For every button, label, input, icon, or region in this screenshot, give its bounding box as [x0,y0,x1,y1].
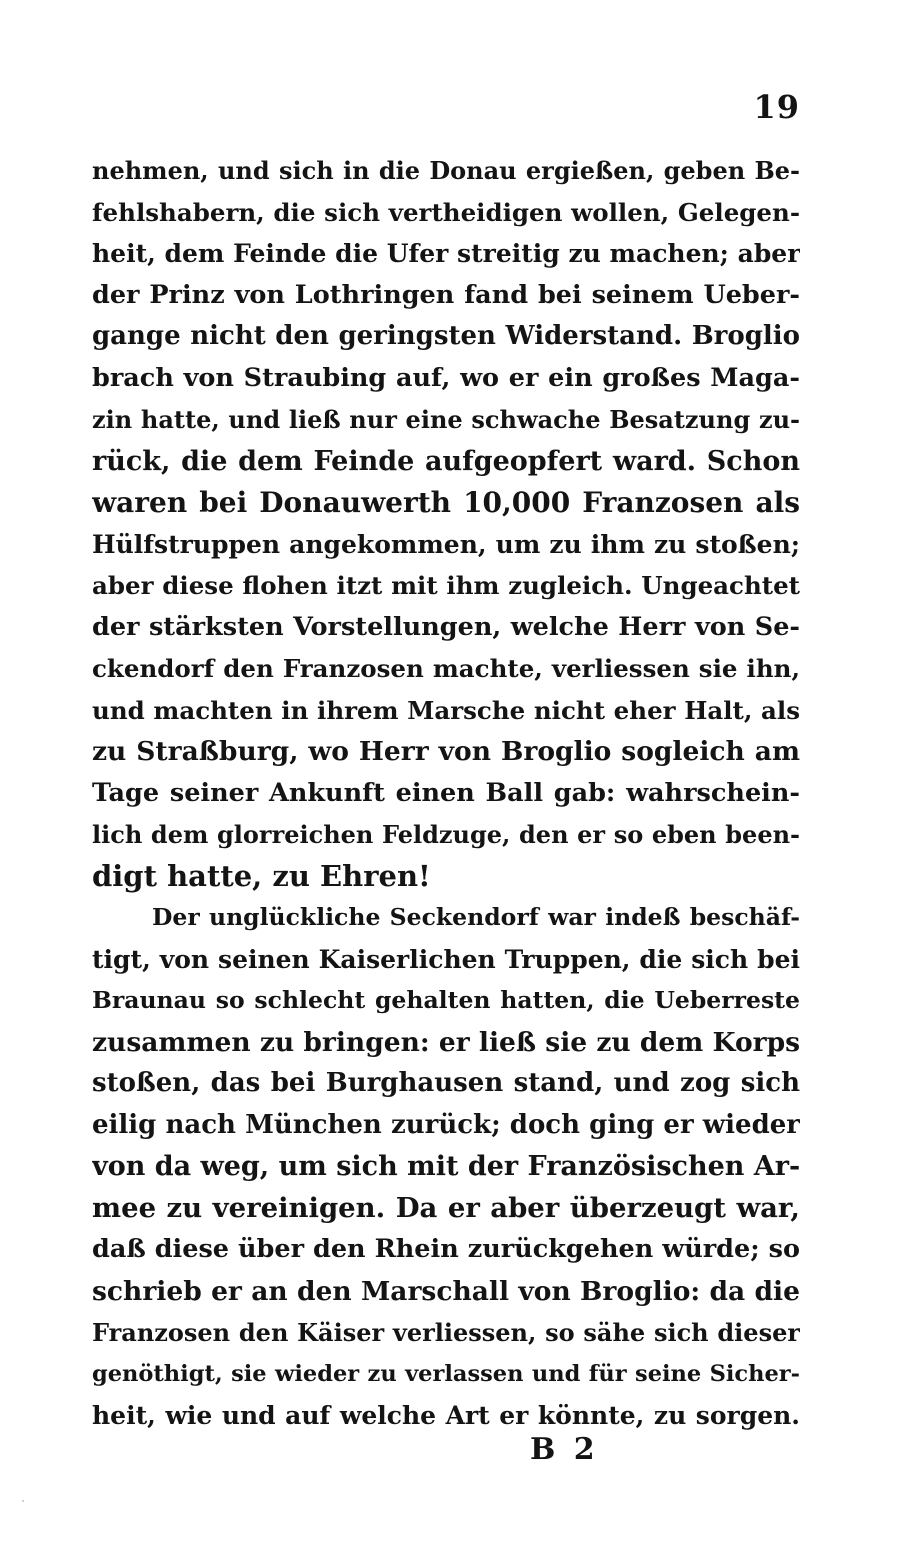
text-line: genöthigt, sie wieder zu verlassen und für seine Sicher- [92,1360,800,1387]
signature-mark: B 2 [530,1432,599,1467]
paper-speck [22,1500,24,1502]
text-line: heit, wie und auf welche Art er könnte, zu sorgen. [92,1401,800,1430]
text-line: der stärksten Vorstellungen, welche Herr von Se- [92,611,800,642]
text-line: mee zu vereinigen. Da er aber überzeugt war, [92,1191,800,1224]
text-line: heit, dem Feinde die Ufer streitig zu machen; aber [92,239,800,268]
text-line: Hülfstruppen angekommen, um zu ihm zu stoßen; [92,529,800,559]
text-line: schrieb er an den Marschall von Broglio: da die [92,1275,800,1307]
text-line: nehmen, und sich in die Donau ergießen, geben Be- [92,156,800,185]
text-line: Braunau so schlecht gehalten hatten, die Ueberreste [92,986,800,1014]
text-line: zusammen zu bringen: er ließ sie zu dem Korps [92,1026,800,1058]
text-line: zin hatte, und ließ nur eine schwache Besatzung zu- [92,405,800,434]
text-line: zu Straßburg, wo Herr von Broglio sogleich am [92,736,800,767]
text-line: Tage seiner Ankunft einen Ball gab: wahrschein- [92,777,800,808]
text-line: Der unglückliche Seckendorf war indeß beschäf- [152,903,800,931]
text-line: und machten in ihrem Marsche nicht eher Halt, als [92,695,800,725]
text-line: daß diese über den Rhein zurückgehen würde; so [92,1234,800,1264]
text-line: der Prinz von Lothringen fand bei seinem Ueber- [92,279,800,310]
text-line: aber diese flohen itzt mit ihm zugleich. Ungeachtet [92,571,800,600]
text-line: eilig nach München zurück; doch ging er wieder [92,1109,800,1140]
text-line: gange nicht den geringsten Widerstand. Broglio [92,321,800,351]
text-line: lich dem glorreichen Feldzuge, den er so eben been- [92,820,800,849]
text-line: Franzosen den Käiser verliessen, so sähe sich dieser [92,1318,800,1347]
text-line: waren bei Donauwerth 10,000 Franzosen als [92,486,800,519]
paragraph-2 [92,897,800,1437]
paragraph-1 [92,150,800,897]
text-line: brach von Straubing auf, wo er ein großes Maga- [92,362,800,393]
text-line: tigt, von seinen Kaiserlichen Truppen, die sich bei [92,944,800,974]
text-line: von da weg, um sich mit der Französischen Ar- [92,1151,800,1182]
text-line: fehlshabern, die sich vertheidigen wollen, Gelegen- [92,197,800,227]
text-line: stoßen, das bei Burghausen stand, und zog sich [92,1068,800,1098]
text-line: ckendorf den Franzosen machte, verliessen sie ihn, [92,654,800,683]
body-text [92,150,800,1437]
text-line: rück, die dem Feinde aufgeopfert ward. Schon [92,445,800,477]
page-number: 19 [753,88,800,126]
text-line: digt hatte, zu Ehren! [92,858,431,893]
